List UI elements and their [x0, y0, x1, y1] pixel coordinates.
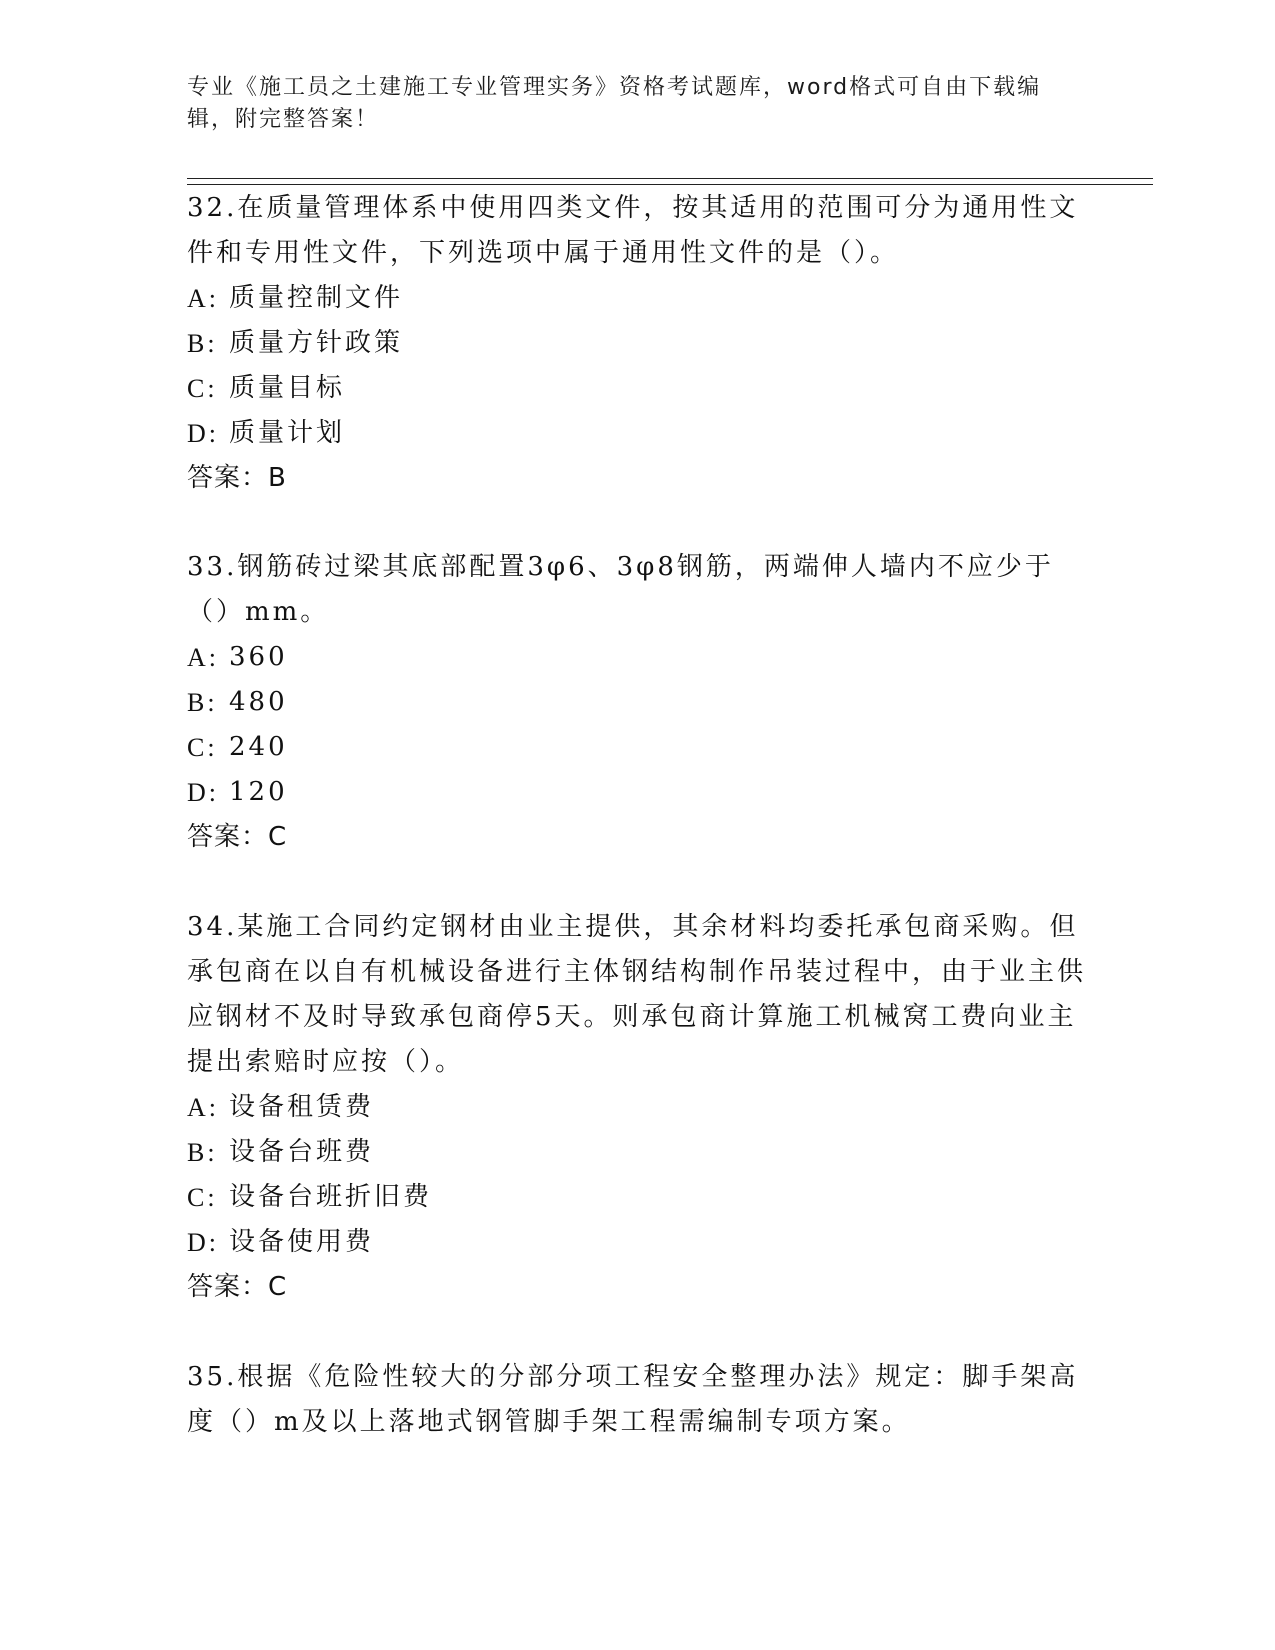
- header-divider-bottom: [187, 184, 1153, 185]
- option-letter: D:: [187, 778, 219, 807]
- option-b: [187, 1130, 1087, 1175]
- option-letter: B:: [187, 329, 218, 358]
- question-33: [187, 545, 1087, 860]
- option-c: [187, 725, 1087, 770]
- option-c: [187, 366, 1087, 411]
- option-text: 设备台班折旧费: [229, 1182, 433, 1212]
- option-letter: B:: [187, 688, 218, 717]
- question-35: [187, 1355, 1087, 1445]
- option-text: 设备台班费: [229, 1137, 375, 1167]
- question-stem: 34.某施工合同约定钢材由业主提供，其余材料均委托承包商采购。但承包商在以自有机械设备进行主体钢结构制作吊装过程中，由于业主供应钢材不及时导致承包商停5天。则承包商计算施工机械窝工费向业主提出索赔时应按（）。: [187, 912, 1087, 1077]
- option-a: [187, 276, 1087, 321]
- answer-line: 答案：C: [187, 1272, 288, 1302]
- answer-line: 答案：B: [187, 463, 287, 493]
- option-text: 质量方针政策: [229, 328, 404, 358]
- option-text: 质量计划: [229, 418, 346, 448]
- option-letter: A:: [187, 284, 219, 313]
- option-letter: C:: [187, 733, 218, 762]
- option-letter: C:: [187, 374, 218, 403]
- option-c: [187, 1175, 1087, 1220]
- option-letter: B:: [187, 1138, 218, 1167]
- option-d: [187, 411, 1087, 456]
- option-d: [187, 770, 1087, 815]
- option-text: 质量控制文件: [229, 283, 404, 313]
- header-divider-top: [187, 178, 1153, 179]
- option-d: [187, 1220, 1087, 1265]
- option-text: 360: [229, 642, 288, 672]
- option-letter: C:: [187, 1183, 218, 1212]
- question-stem: 32.在质量管理体系中使用四类文件，按其适用的范围可分为通用性文件和专用性文件，下列选项中属于通用性文件的是（）。: [187, 193, 1079, 268]
- question-stem: 35.根据《危险性较大的分部分项工程安全整理办法》规定：脚手架高度（）m及以上落地式钢管脚手架工程需编制专项方案。: [187, 1362, 1079, 1437]
- option-letter: D:: [187, 419, 219, 448]
- option-text: 240: [229, 732, 288, 762]
- option-a: [187, 635, 1087, 680]
- question-32: [187, 186, 1087, 501]
- option-letter: D:: [187, 1228, 219, 1257]
- option-letter: A:: [187, 1093, 219, 1122]
- option-text: 120: [229, 777, 288, 807]
- option-text: 质量目标: [229, 373, 346, 403]
- answer-line: 答案：C: [187, 822, 288, 852]
- question-34: [187, 905, 1087, 1310]
- option-text: 设备使用费: [229, 1227, 375, 1257]
- option-a: [187, 1085, 1087, 1130]
- option-b: [187, 321, 1087, 366]
- option-letter: A:: [187, 643, 219, 672]
- option-text: 480: [229, 687, 288, 717]
- option-text: 设备租赁费: [229, 1092, 375, 1122]
- document-header: 专业《施工员之土建施工专业管理实务》资格考试题库，word格式可自由下载编辑，附完整答案！: [187, 75, 1042, 132]
- question-stem: 33.钢筋砖过梁其底部配置3φ6、3φ8钢筋，两端伸人墙内不应少于（）mm。: [187, 552, 1054, 627]
- option-b: [187, 680, 1087, 725]
